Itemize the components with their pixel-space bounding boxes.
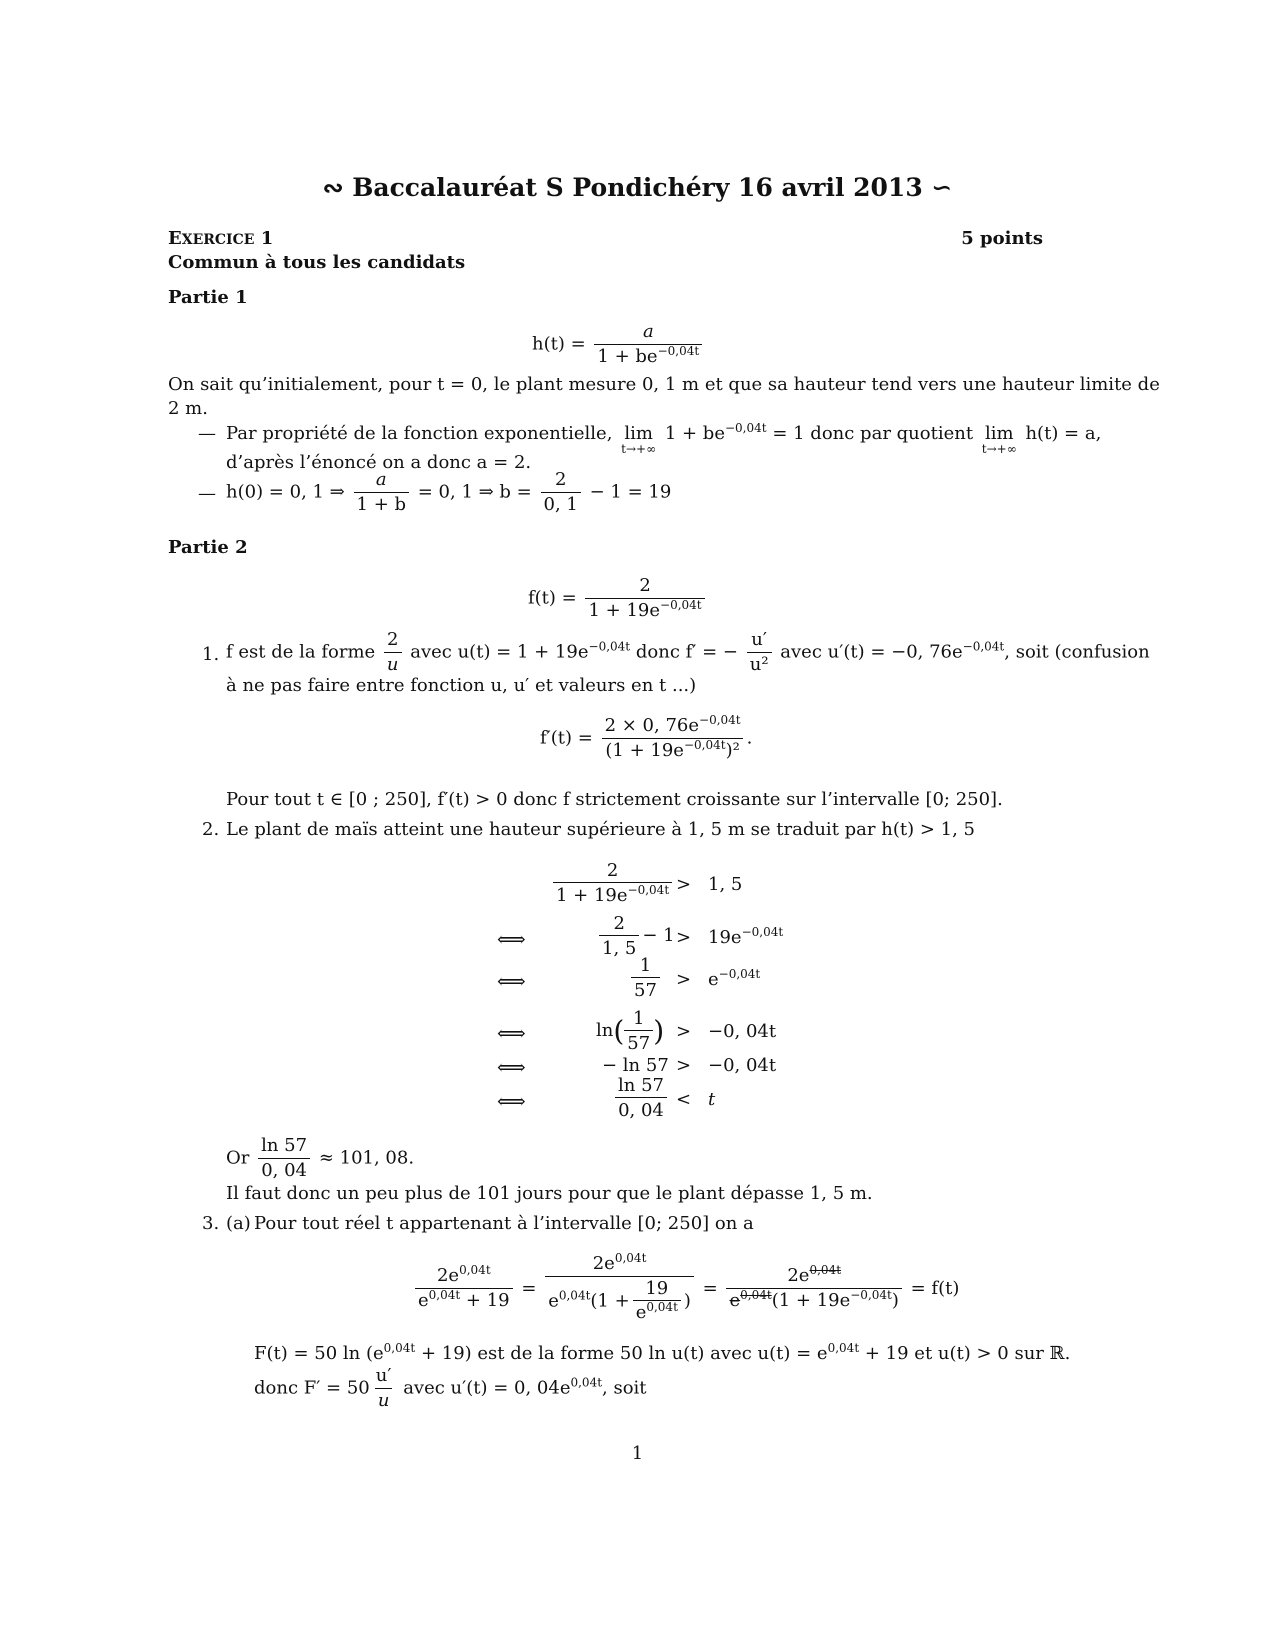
formula-den-exp: −0,04t (657, 343, 700, 358)
frac-den: 1 + b (354, 492, 410, 516)
frac-num: 2e (787, 1265, 810, 1287)
partie1-bullet1-line2: d’après l’énoncé on a donc a = 2. (226, 452, 532, 473)
item1-exp: −0,04t (588, 639, 631, 654)
ln-label: ln (596, 1020, 614, 1041)
item3-equation (412, 1251, 960, 1324)
limit-sub: t→+∞ (981, 441, 1017, 456)
ineq-rhs: t (708, 1089, 716, 1110)
exercise-audience: Commun à tous les candidats (168, 252, 466, 273)
limit-sub: t→+∞ (621, 441, 657, 456)
donc-frac (373, 1366, 395, 1411)
frac-num: 2 (613, 913, 625, 934)
derivative-formula: f′(t) = $\frac{2 \times 0, 76e^{-0,04t}}{(1 + 19e^{-0,04t})^2}$ . (540, 713, 753, 761)
or-text: Or (226, 1147, 250, 1169)
deriv-den-exp: −0,04t (683, 737, 726, 752)
bullet2-frac2 (541, 470, 581, 515)
deriv-lhs: f′(t) = (540, 727, 593, 749)
frac-den: e (548, 1290, 559, 1312)
ineq-op: < (676, 1089, 692, 1110)
F-text-b: + 19) est de la forme 50 ln u(t) avec u(t) = e (415, 1343, 828, 1364)
ineq-row-6 (612, 1075, 670, 1121)
item2-text: Le plant de maïs atteint une hauteur supérieure à 1, 5 m se traduit par h(t) > 1, 5 (226, 819, 975, 840)
frac-num: 2e (436, 1265, 460, 1287)
frac-num: 2 (606, 860, 619, 881)
frac-den: u² (747, 652, 772, 676)
ineq-row-4: ln( $\frac{1}{57}$ ) (596, 1008, 665, 1054)
iff-symbol: ⟺ (497, 1055, 526, 1079)
page-number: 1 (631, 1443, 644, 1464)
F-exp: 0,04t (383, 1341, 416, 1355)
frac-den-c: ) (891, 1290, 899, 1312)
formula-fraction (585, 576, 704, 621)
eq3-frac2 (545, 1251, 694, 1324)
frac-den-b: (1 + (590, 1290, 630, 1312)
item2-number: 2. (202, 819, 220, 840)
item3-sub: (a) (226, 1213, 251, 1234)
frac-den-tail: + 19 (460, 1290, 510, 1312)
bullet1-text-d: h(t) = a, (1025, 423, 1102, 444)
donc-text-a: donc F′ = 50 (254, 1377, 370, 1399)
ineq-rhs (708, 967, 761, 991)
bullet2-text-c: − 1 = 19 (589, 481, 672, 503)
item1-text-a: f est de la forme (226, 641, 376, 663)
partie2-heading: Partie 2 (168, 537, 248, 558)
frac-den: 57 (624, 1030, 653, 1054)
limit-1 (621, 424, 656, 456)
limit-label: lim (624, 423, 653, 444)
frac-den: 1, 5 (599, 935, 639, 959)
frac-den: u (386, 653, 399, 675)
or-value: ≈ 101, 08. (318, 1147, 415, 1169)
ineq-op: > (676, 927, 692, 948)
deriv-den-close: )² (725, 739, 740, 761)
item1-frac2 (747, 630, 772, 675)
frac-num: 2 (386, 629, 399, 650)
frac-num: a (375, 469, 387, 490)
item1-exp2: −0,04t (962, 639, 1005, 654)
ineq-rhs: −0, 04t (708, 1055, 777, 1076)
frac-den: u (377, 1389, 390, 1411)
frac-den: 0, 04 (258, 1158, 310, 1182)
F-text-c: + 19 et u(t) > 0 sur ℝ. (859, 1343, 1071, 1364)
item1-number: 1. (202, 644, 220, 665)
iff-symbol: ⟺ (497, 969, 526, 993)
eq3-frac3 (726, 1263, 901, 1312)
partie1-bullet2 (226, 470, 671, 515)
limit-label: lim (984, 423, 1014, 444)
frac-den-b: (1 + 19e (771, 1290, 851, 1312)
or-line (226, 1136, 414, 1181)
exercise-label-initial: E (168, 228, 182, 249)
rhs-exp: −0,04t (718, 967, 761, 981)
ineq-rhs: 1, 5 (708, 874, 743, 895)
partie1-heading: Partie 1 (168, 287, 248, 308)
donc-line (254, 1366, 647, 1411)
frac-num: ln 57 (261, 1135, 308, 1156)
formula-num: 2 (639, 575, 651, 596)
ineq-lhs (599, 913, 639, 959)
donc-text-c: , soit (602, 1377, 647, 1399)
donc-text-b: avec u′(t) = 0, 04e (403, 1377, 571, 1399)
ineq-lhs (615, 1075, 667, 1121)
frac-num: 2 (554, 469, 567, 490)
bullet2-text-b: = 0, 1 ⇒ b = (417, 481, 532, 503)
ineq-rhs (708, 925, 784, 949)
frac-num: 19 (645, 1277, 669, 1299)
iff-symbol: ⟺ (497, 1021, 526, 1045)
item1-conclusion: Pour tout t ∈ [0 ; 250], f′(t) > 0 donc f strictement croissante sur l’intervalle [0; 250]. (226, 789, 1003, 810)
bullet-dash: — (198, 423, 216, 444)
frac-num-exp: 0,04t (809, 1263, 842, 1278)
item1-text-c: donc f′ = − (635, 641, 738, 663)
exercise-label-rest: XERCICE (181, 232, 255, 248)
bullet2-frac1 (354, 470, 410, 515)
F-line (254, 1341, 1071, 1365)
item3-number: 3. (202, 1213, 220, 1234)
ineq-rhs: −0, 04t (708, 1021, 777, 1042)
ineq-op: > (676, 969, 692, 990)
item3-text: Pour tout réel t appartenant à l’intervalle [0; 250] on a (254, 1213, 754, 1234)
bullet1-exp: −0,04t (724, 421, 767, 435)
frac-num: u′ (751, 629, 767, 650)
ineq-lhs (553, 860, 672, 906)
bullet1-text-a: Par propriété de la fonction exponentielle, (226, 423, 613, 444)
ineq-lhs (631, 955, 660, 1001)
F-text-a: F(t) = 50 ln (e (254, 1343, 384, 1364)
ineq-lhs: − ln 57 (602, 1055, 669, 1076)
formula-den: 1 + 19e (588, 599, 661, 621)
deriv-den: (1 + 19e (605, 739, 684, 761)
ineq-lhs (624, 1008, 653, 1054)
item1-text-b: avec u(t) = 1 + 19e (410, 641, 589, 663)
ineq-op: > (676, 1055, 692, 1076)
bullet2-text-a: h(0) = 0, 1 ⇒ (226, 481, 345, 503)
frac-den: e (729, 1290, 741, 1312)
bullet-dash: — (198, 483, 216, 504)
item1-text-d: avec u′(t) = −0, 76e (780, 641, 963, 663)
ineq-op: > (676, 874, 692, 895)
frac-den-exp2: −0,04t (850, 1288, 892, 1303)
bullet1-text-b: 1 + be (664, 423, 725, 444)
frac-den: e (635, 1302, 647, 1324)
formula-num: a (642, 321, 654, 342)
deriv-num: 2 × 0, 76e (604, 715, 700, 736)
formula-fraction (594, 322, 702, 367)
exercise-label (168, 229, 273, 250)
rhs-base: 19e (708, 927, 742, 948)
formula-lhs: f(t) = (528, 587, 577, 609)
inner-frac (633, 1279, 681, 1324)
ineq-op: > (676, 1021, 692, 1042)
ineq-lhs-tail: − 1 (642, 925, 675, 946)
deriv-num-exp: −0,04t (699, 713, 741, 727)
donc-exp: 0,04t (570, 1375, 603, 1390)
frac-den: 0, 04 (615, 1097, 667, 1121)
item1-frac1 (384, 630, 402, 675)
ineq-row-1 (550, 860, 675, 906)
F-exp2: 0,04t (827, 1341, 860, 1355)
rhs-exp: −0,04t (741, 925, 784, 939)
page-title: ∾ Baccalauréat S Pondichéry 16 avril 2013 ∽ (322, 173, 953, 202)
equals: = (702, 1278, 718, 1300)
formula-den: 1 + be (597, 345, 658, 367)
frac-den: 57 (631, 977, 660, 1001)
eq3-frac1 (415, 1263, 513, 1312)
rhs-base: e (708, 969, 719, 990)
equals: = (521, 1278, 537, 1300)
frac-den-exp: 0,04t (428, 1288, 461, 1303)
limit-2 (982, 424, 1017, 456)
eq3-end: = f(t) (910, 1278, 960, 1300)
item1-line1 (226, 630, 1150, 675)
partie1-formula (532, 322, 705, 367)
formula-lhs: h(t) = (532, 333, 586, 355)
iff-symbol: ⟺ (497, 1089, 526, 1113)
or-frac (258, 1136, 310, 1181)
deriv-fraction (602, 713, 744, 761)
partie1-intro-line2: 2 m. (168, 398, 208, 419)
exercise-number: 1 (260, 228, 274, 249)
formula-den-exp: −0,04t (660, 597, 702, 612)
frac-num: 1 (633, 1008, 645, 1029)
frac-den-c: ) (683, 1290, 691, 1312)
frac-num: 1 (639, 955, 652, 976)
frac-den-exp: 0,04t (740, 1288, 772, 1303)
frac-den: e (418, 1290, 429, 1312)
frac-num-exp: 0,04t (614, 1251, 647, 1265)
frac-den-exp: −0,04t (627, 883, 670, 897)
partie1-intro-line1: On sait qu’initialement, pour t = 0, le plant mesure 0, 1 m et que sa hauteur tend vers une hauteur limite de (168, 374, 1160, 395)
frac-num: ln 57 (618, 1075, 664, 1096)
item2-conclusion: Il faut donc un peu plus de 101 jours pour que le plant dépasse 1, 5 m. (226, 1183, 873, 1204)
partie2-formula (528, 576, 708, 621)
frac-num: 2e (592, 1253, 615, 1274)
frac-den-exp: 0,04t (558, 1288, 591, 1303)
ineq-row-3 (628, 955, 663, 1001)
item1-line2: à ne pas faire entre fonction u, u′ et valeurs en t ...) (226, 675, 697, 696)
frac-den: 0, 1 (541, 492, 581, 516)
frac-den-exp: 0,04t (646, 1300, 678, 1315)
frac-num-exp: 0,04t (459, 1263, 491, 1278)
iff-symbol: ⟺ (497, 927, 526, 951)
frac-den: 1 + 19e (556, 885, 628, 906)
exercise-points: 5 points (961, 228, 1043, 249)
item1-text-e: , soit (confusion (1004, 641, 1150, 663)
ineq-row-2 (596, 913, 675, 959)
bullet1-text-c: = 1 donc par quotient (772, 423, 974, 444)
frac-num: u′ (375, 1365, 392, 1386)
